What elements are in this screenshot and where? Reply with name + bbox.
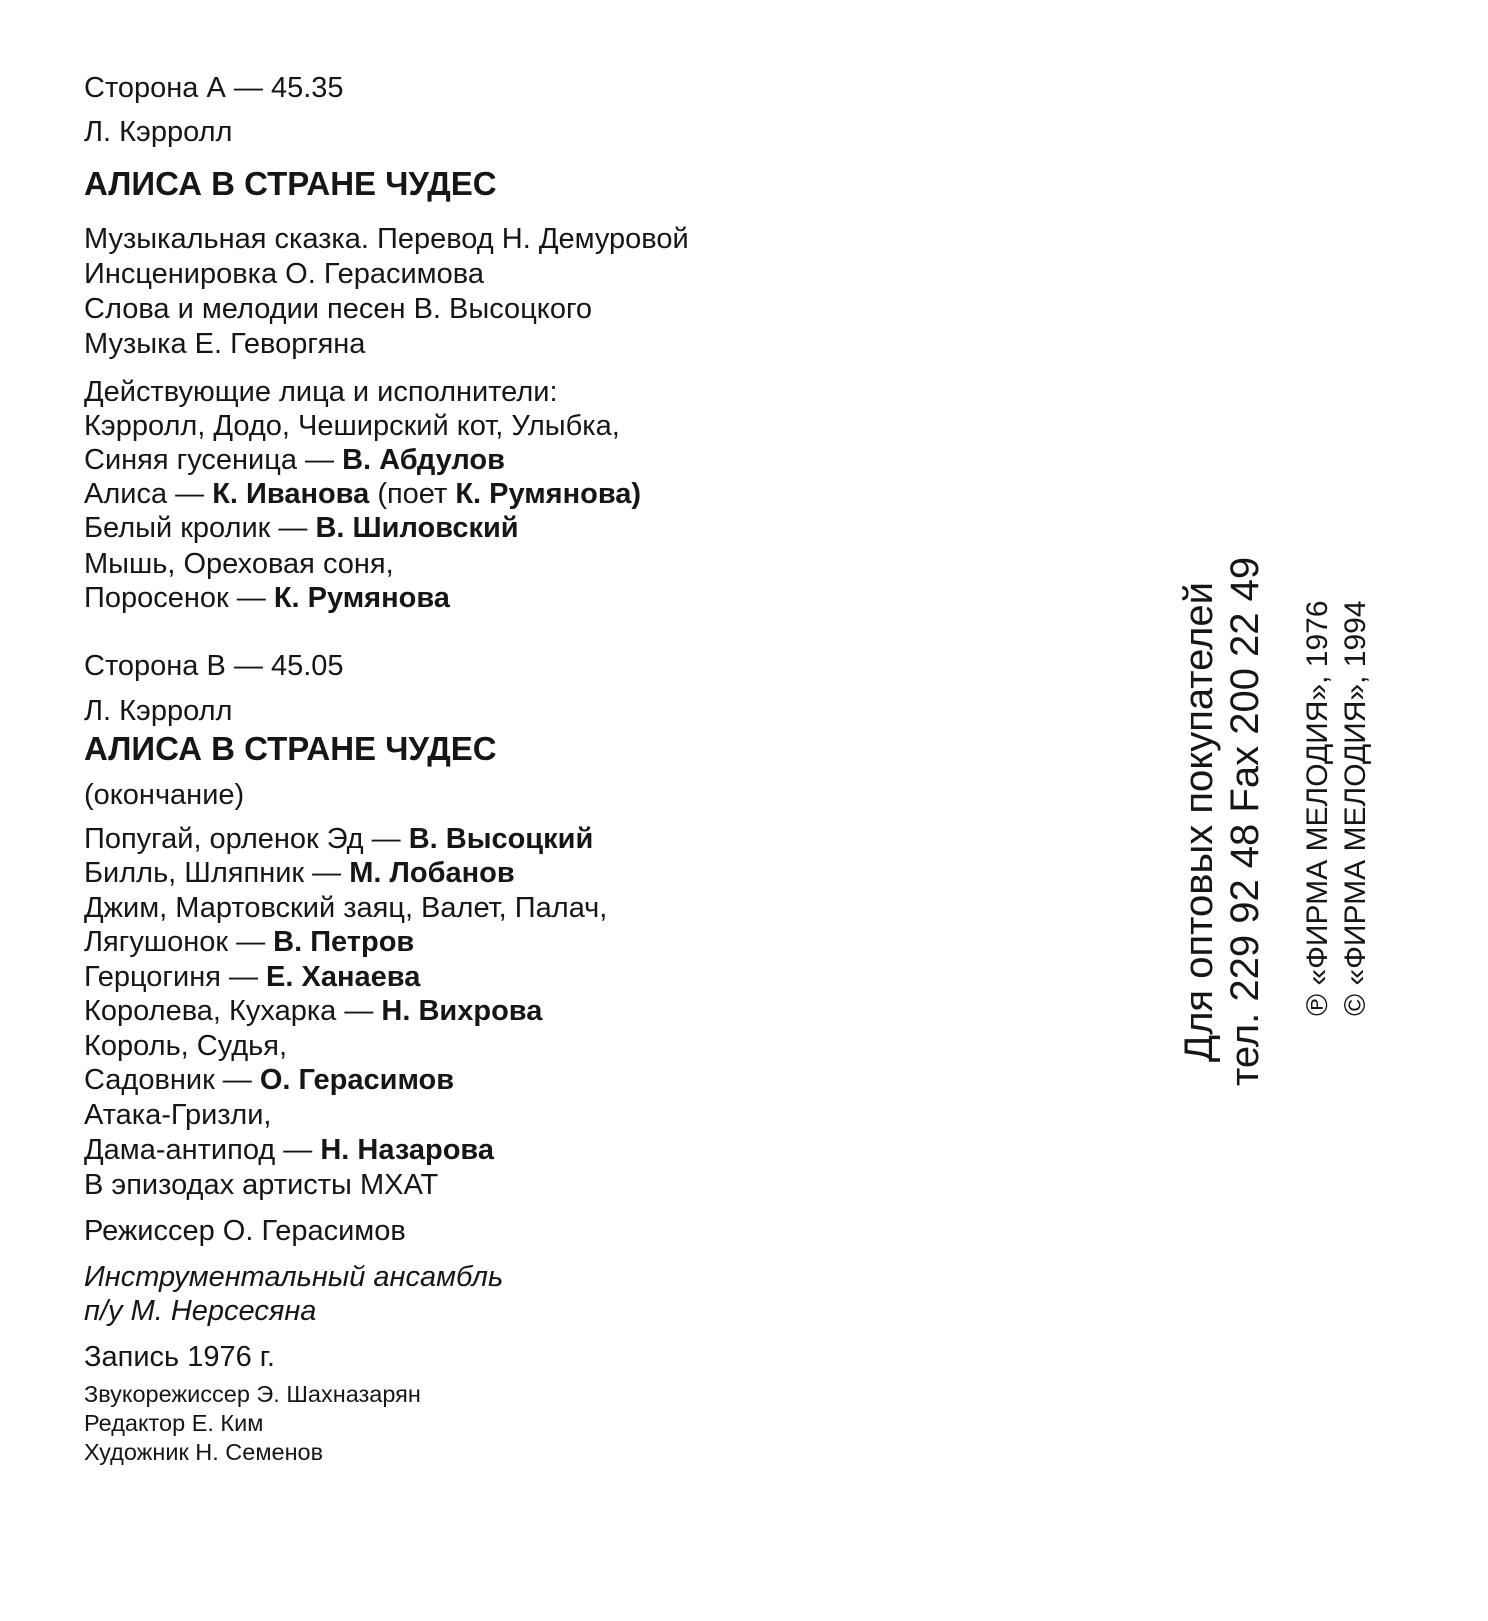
actor: В. Высоцкий	[408, 823, 594, 855]
role: Попугай, орленок Эд —	[84, 823, 409, 855]
cast-line	[84, 1098, 271, 1132]
cast-line	[84, 891, 607, 925]
cast-line	[84, 409, 620, 443]
side-b-subtitle: (окончание)	[84, 779, 245, 811]
role: Джим, Мартовский заяц, Валет, Палач,	[84, 892, 608, 924]
role: Лягушонок —	[84, 926, 274, 958]
actor: В. Петров	[273, 926, 415, 958]
side-b-author: Л. Кэрролл	[84, 695, 233, 727]
role: Поросенок —	[84, 582, 274, 614]
phone-fax: тел. 229 92 48 Fax 200 22 49	[1223, 556, 1267, 1086]
cast-line	[84, 581, 450, 615]
cast-line	[84, 1168, 438, 1202]
cast-line	[84, 1029, 287, 1063]
side-b-title: АЛИСА В СТРАНЕ ЧУДЕС	[84, 730, 497, 767]
side-a-title: АЛИСА В СТРАНЕ ЧУДЕС	[84, 165, 497, 202]
actor: Е. Ханаева	[266, 961, 421, 993]
role: Королева, Кухарка —	[84, 995, 382, 1027]
role: Атака-Гризли,	[84, 1099, 272, 1131]
actor: Н. Вихрова	[381, 995, 543, 1027]
role: В эпизодах артисты МХАТ	[84, 1169, 439, 1201]
role: Синяя гусеница —	[84, 444, 343, 476]
cast-line	[84, 1063, 454, 1097]
credit-line: Слова и мелодии песен В. Высоцкого	[84, 293, 593, 325]
role: Мышь, Ореховая соня,	[84, 548, 394, 580]
cast-line	[84, 925, 414, 959]
wholesale-label: Для оптовых покупателей	[1177, 582, 1221, 1062]
actor: В. Шиловский	[315, 512, 519, 544]
cast-line	[84, 1133, 494, 1167]
staff-line: Звукорежиссер Э. Шахназарян	[84, 1381, 421, 1407]
actor: В. Абдулов	[342, 444, 505, 476]
ensemble-line: п/у М. Нерсесяна	[84, 1295, 317, 1327]
role: Герцогиня —	[84, 961, 267, 993]
cast-line	[84, 822, 593, 856]
actor: К. Иванова	[212, 478, 370, 510]
cast-line	[84, 547, 394, 581]
cast-line	[84, 443, 505, 477]
recording-year: Запись 1976 г.	[84, 1341, 275, 1373]
staff-line: Редактор Е. Ким	[84, 1410, 264, 1436]
credit-line: Музыка Е. Геворгяна	[84, 328, 366, 360]
side-b-header: Сторона В — 45.05	[84, 650, 344, 682]
actor: Н. Назарова	[320, 1134, 495, 1166]
credit-line: Инсценировка О. Герасимова	[84, 258, 484, 290]
director: Режиссер О. Герасимов	[84, 1215, 406, 1247]
actor: О. Герасимов	[259, 1064, 455, 1096]
role: Кэрролл, Додо, Чеширский кот, Улыбка,	[84, 410, 620, 442]
copyright: © «ФИРМА МЕЛОДИЯ», 1994	[1339, 600, 1372, 1016]
role: Садовник —	[84, 1064, 260, 1096]
cast-heading: Действующие лица и исполнители:	[84, 376, 558, 408]
note: (поет	[369, 478, 456, 510]
actor: М. Лобанов	[349, 857, 515, 889]
copyright-phonogram: ℗ «ФИРМА МЕЛОДИЯ», 1976	[1301, 600, 1334, 1016]
cast-line	[84, 511, 519, 545]
role: Король, Судья,	[84, 1030, 288, 1062]
role: Дама-антипод —	[84, 1134, 321, 1166]
role: Белый кролик —	[84, 512, 316, 544]
cast-line	[84, 856, 515, 890]
side-a-author: Л. Кэрролл	[84, 116, 233, 148]
cast-line	[84, 960, 420, 994]
actor: К. Румянова	[273, 582, 450, 614]
ensemble-line: Инструментальный ансамбль	[84, 1261, 504, 1293]
side-a-header: Сторона А — 45.35	[84, 72, 344, 104]
role: Билль, Шляпник —	[84, 857, 350, 889]
role: Алиса —	[84, 478, 213, 510]
cast-line	[84, 477, 641, 511]
actor: К. Румянова)	[455, 478, 642, 510]
cast-line	[84, 994, 542, 1028]
credit-line: Музыкальная сказка. Перевод Н. Демуровой	[84, 223, 689, 255]
staff-line: Художник Н. Семенов	[84, 1439, 324, 1465]
